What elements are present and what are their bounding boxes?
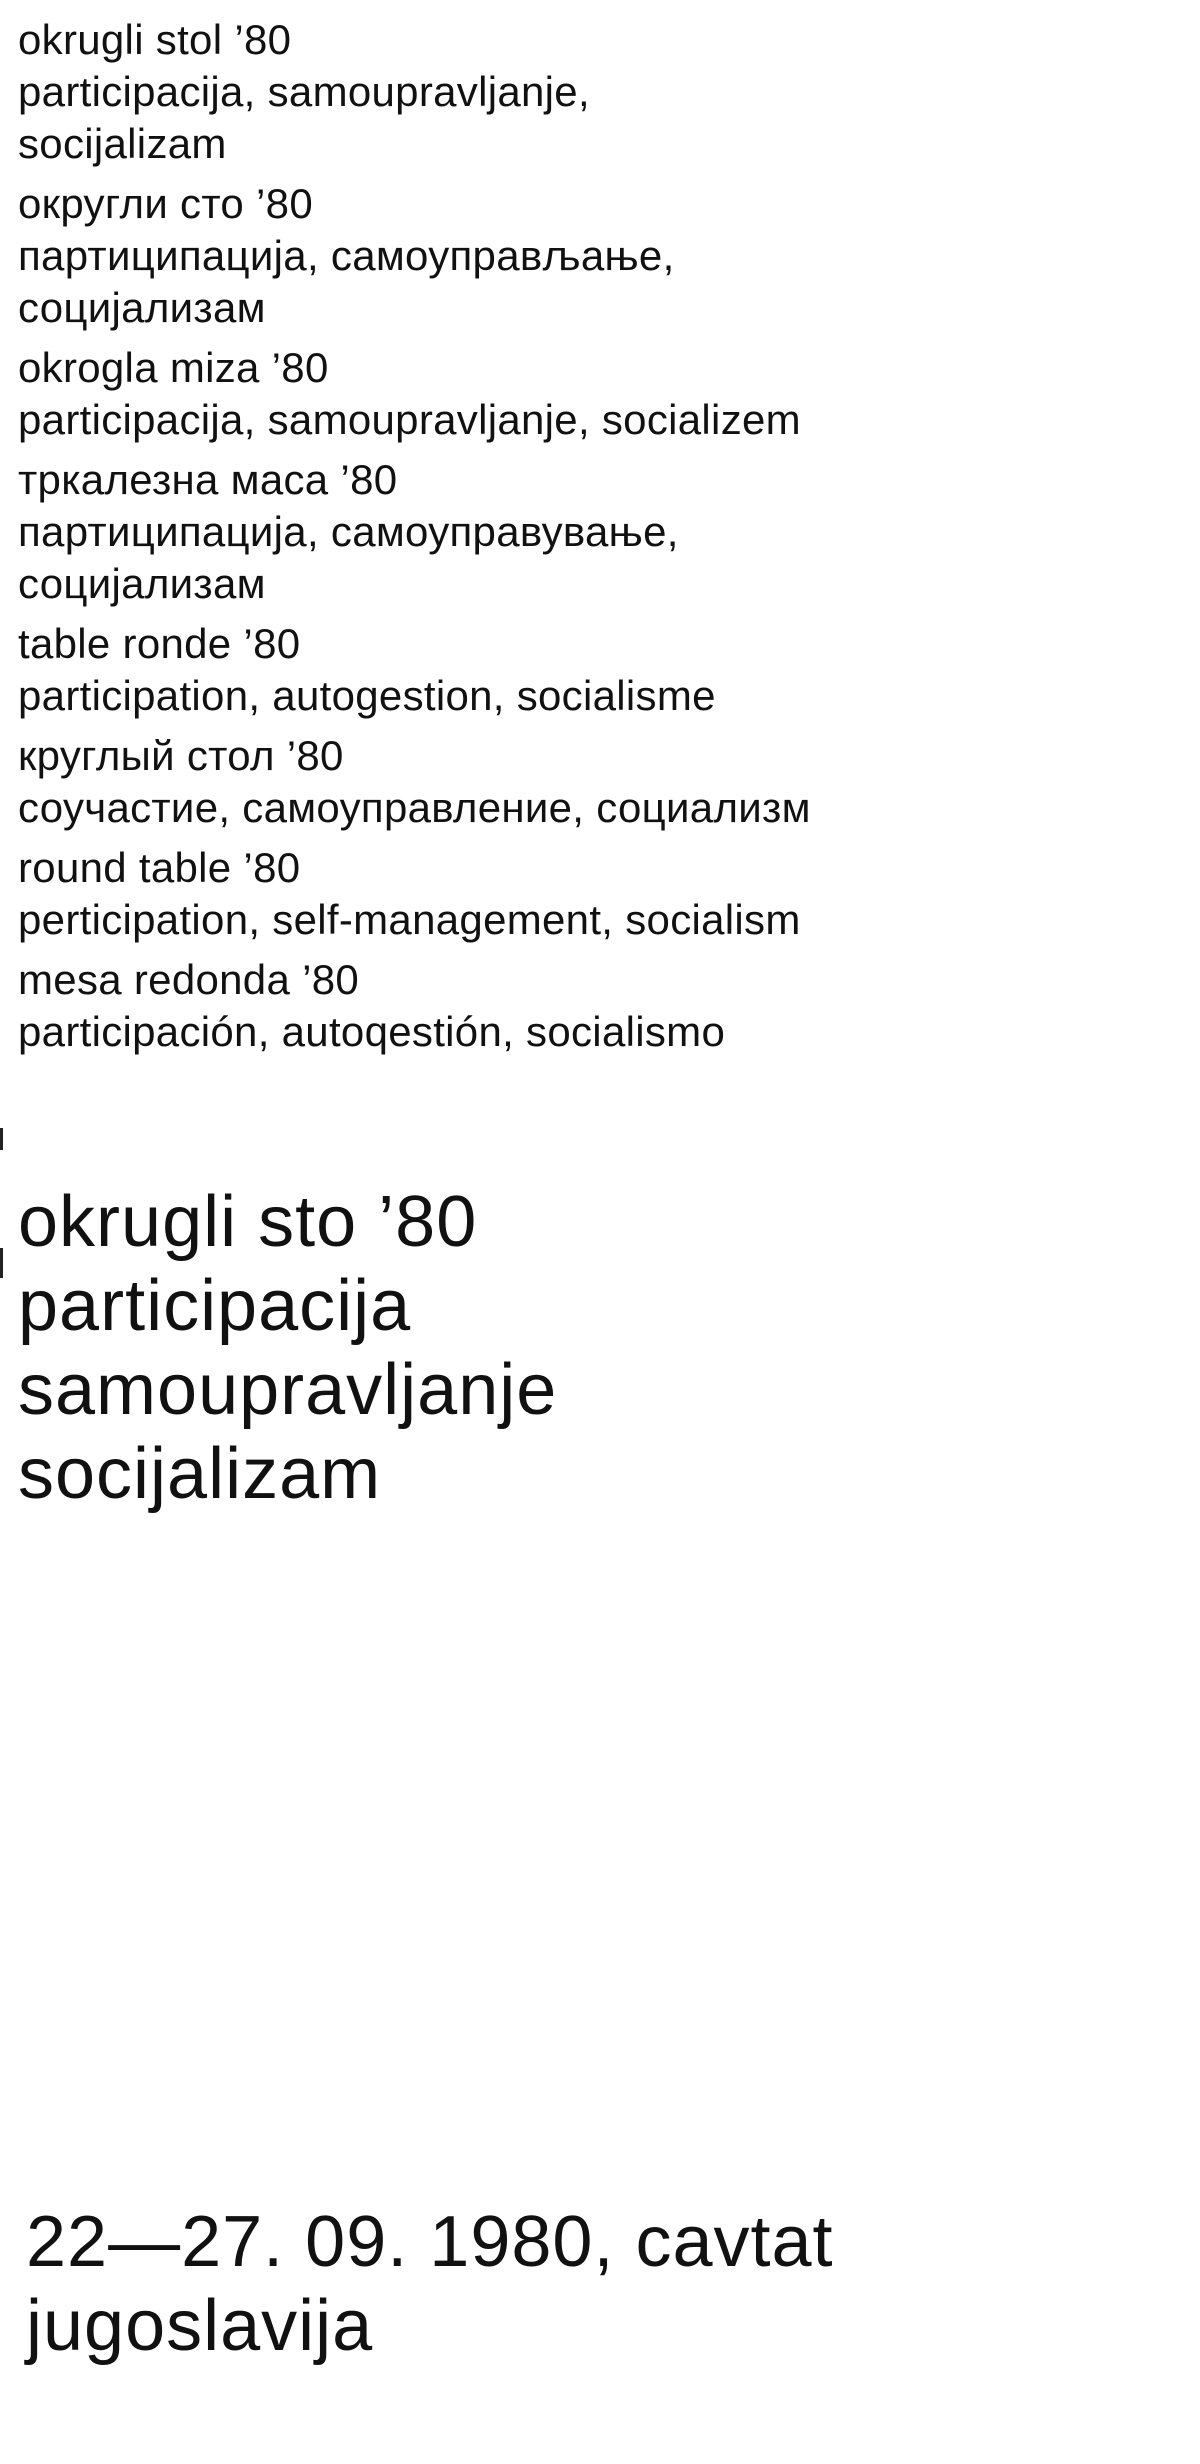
lang-subtitle-line: participacija, samoupravljanje, socializem	[18, 396, 801, 443]
lang-subtitle-line: perticipation, self-management, socialism	[18, 896, 801, 943]
print-edge-mark	[0, 1128, 3, 1150]
lang-subtitle-line: participación, autoqestión, socialismo	[18, 1008, 726, 1055]
lang-subtitle-line: participation, autogestion, socialisme	[18, 672, 716, 719]
event-country: jugoslavija	[26, 2286, 374, 2366]
print-edge-mark	[0, 1248, 3, 1278]
title-french	[18, 618, 1168, 722]
lang-title: округли сто ’80	[18, 180, 313, 227]
title-english	[18, 842, 1168, 946]
lang-title: okrogla miza ’80	[18, 344, 329, 391]
title-slovenian	[18, 342, 1168, 446]
multilingual-title-list	[18, 14, 1168, 1066]
title-russian	[18, 730, 1168, 834]
event-info	[26, 2200, 1176, 2368]
lang-subtitle-line: соучастие, самоуправление, социализм	[18, 784, 811, 831]
main-title-line: participacija	[18, 1266, 412, 1346]
lang-subtitle-line: партиципација, самоуправљање,	[18, 232, 675, 279]
lang-subtitle-line: socijalizam	[18, 120, 227, 167]
lang-subtitle-line: партиципација, самоуправување,	[18, 508, 679, 555]
event-dates-place: 22—27. 09. 1980, cavtat	[26, 2202, 834, 2282]
lang-title: table ronde ’80	[18, 620, 301, 667]
lang-title: тркалезна маса ’80	[18, 456, 398, 503]
lang-title: okrugli stol ’80	[18, 16, 292, 63]
lang-subtitle-line: социјализам	[18, 284, 266, 331]
main-title-line: okrugli sto ’80	[18, 1182, 478, 1262]
lang-subtitle-line: социјализам	[18, 560, 266, 607]
title-serbian-cyrillic	[18, 178, 1168, 334]
title-serbo-croatian-latin	[18, 14, 1168, 170]
lang-title: круглый стол ’80	[18, 732, 344, 779]
main-title-block	[18, 1180, 1168, 1516]
title-spanish	[18, 954, 1168, 1058]
title-macedonian	[18, 454, 1168, 610]
main-title-line: samoupravljanje	[18, 1350, 558, 1430]
lang-title: round table ’80	[18, 844, 301, 891]
lang-title: mesa redonda ’80	[18, 956, 360, 1003]
main-title-line: socijalizam	[18, 1434, 382, 1514]
lang-subtitle-line: participacija, samoupravljanje,	[18, 68, 590, 115]
